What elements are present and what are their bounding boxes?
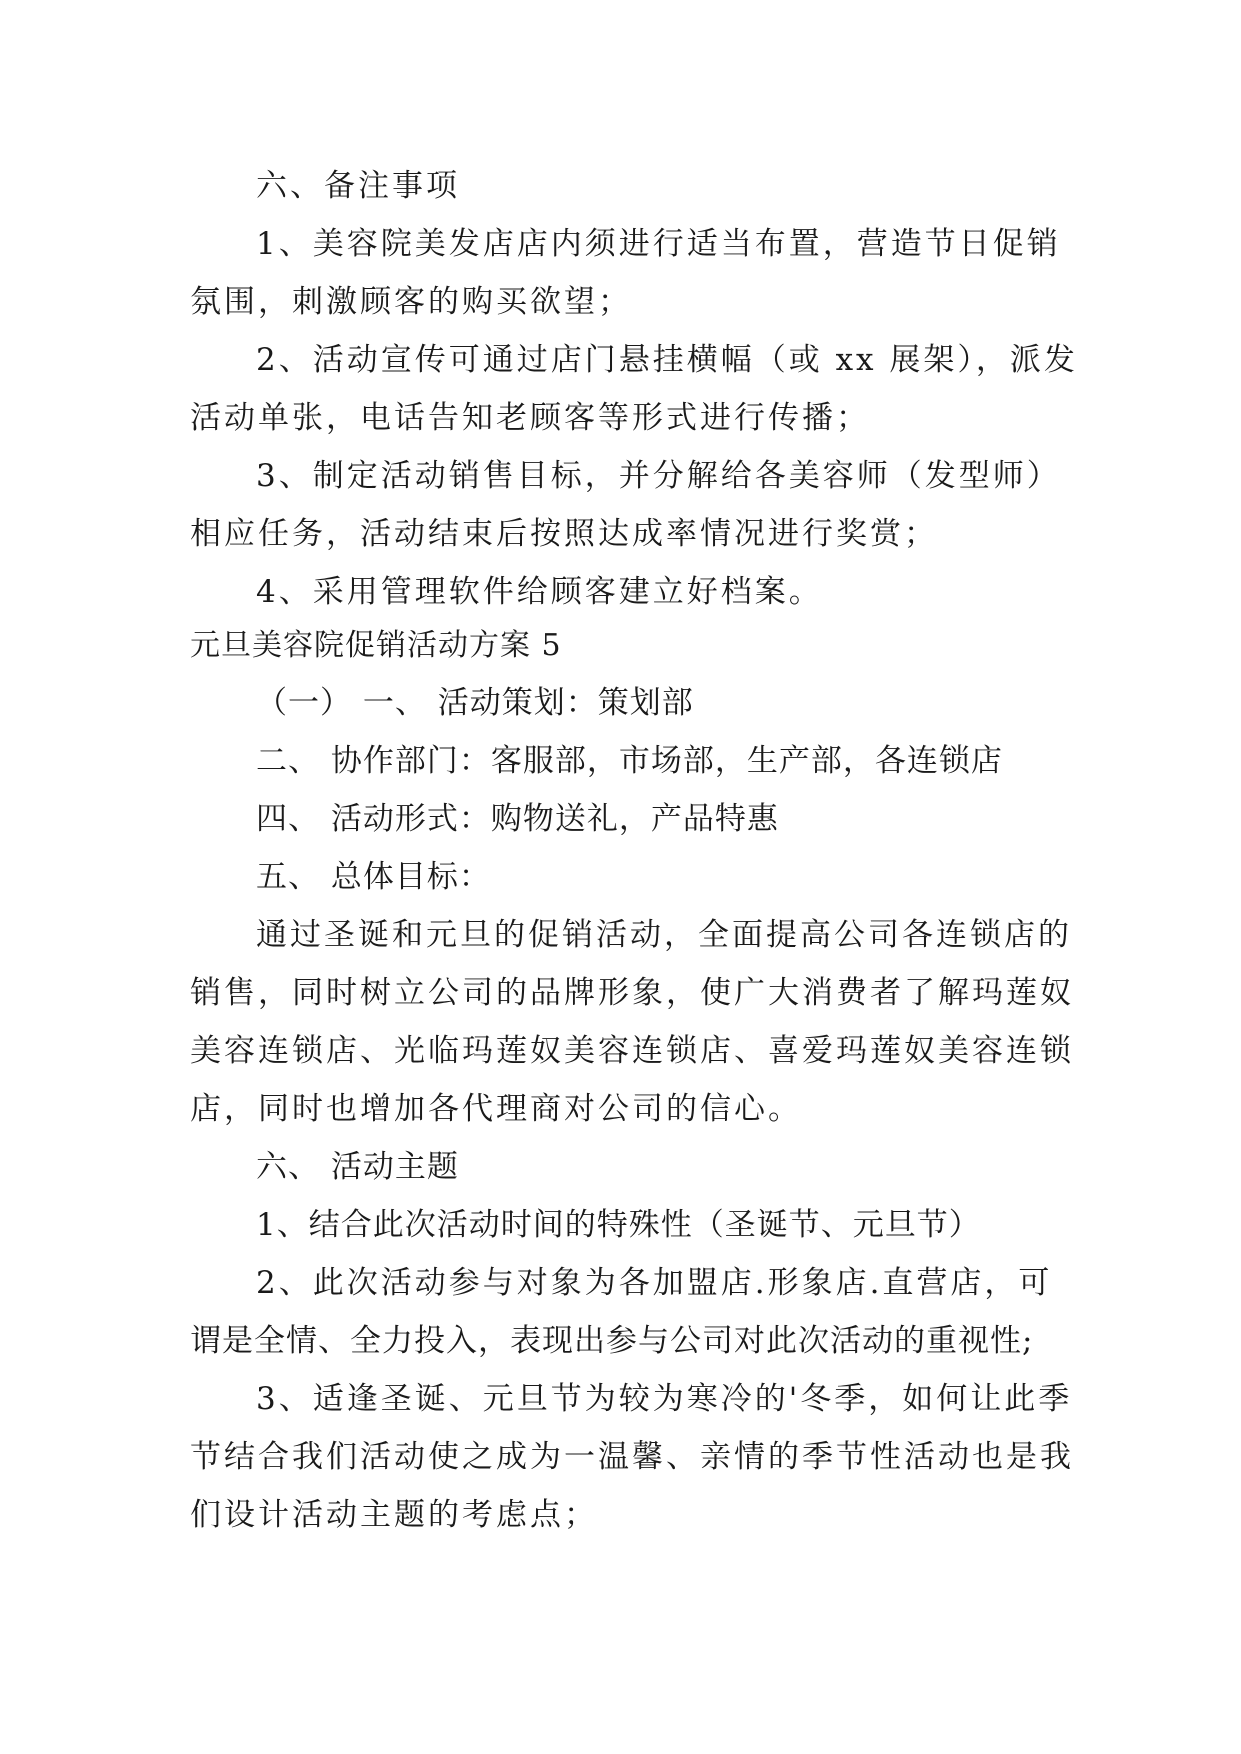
paragraph-line: 4、采用管理软件给顾客建立好档案。 (256, 574, 823, 610)
document-section-title: 元旦美容院促销活动方案 5 (190, 628, 562, 663)
paragraph-line: 销售，同时树立公司的品牌形象，使广大消费者了解玛莲奴 (190, 975, 1074, 1011)
list-item: 四、 活动形式：购物送礼，产品特惠 (256, 801, 779, 837)
section-heading-theme: 六、 活动主题 (256, 1149, 459, 1185)
paragraph-line: 相应任务，活动结束后按照达成率情况进行奖赏； (190, 516, 938, 552)
paragraph-line: 通过圣诞和元旦的促销活动，全面提高公司各连锁店的 (256, 917, 1072, 953)
paragraph-line: 节结合我们活动使之成为一温馨、亲情的季节性活动也是我 (190, 1439, 1074, 1475)
paragraph-line: 氛围，刺激顾客的购买欲望； (190, 284, 632, 320)
list-item: 五、 总体目标： (256, 859, 491, 895)
paragraph-line: 1、美容院美发店店内须进行适当布置，营造节日促销 (256, 226, 1061, 262)
paragraph-line: 谓是全情、全力投入，表现出参与公司对此次活动的重视性; (190, 1323, 1034, 1359)
list-item: （一） 一、 活动策划：策划部 (256, 685, 694, 721)
paragraph-line: 活动单张，电话告知老顾客等形式进行传播； (190, 400, 870, 436)
list-item: 二、 协作部门：客服部，市场部，生产部，各连锁店 (256, 743, 1003, 779)
paragraph-line: 3、适逢圣诞、元旦节为较为寒冷的'冬季，如何让此季 (256, 1381, 1073, 1417)
paragraph-line: 3、制定活动销售目标，并分解给各美容师（发型师） (256, 458, 1061, 494)
section-heading-notes: 六、备注事项 (256, 168, 460, 204)
paragraph-line: 2、此次活动参与对象为各加盟店.形象店.直营店，可 (256, 1265, 1053, 1301)
paragraph-line: 美容连锁店、光临玛莲奴美容连锁店、喜爱玛莲奴美容连锁 (190, 1033, 1074, 1069)
paragraph-line: 店，同时也增加各代理商对公司的信心。 (190, 1091, 802, 1127)
paragraph-line: 1、结合此次活动时间的特殊性（圣诞节、元旦节） (256, 1207, 981, 1243)
paragraph-line: 们设计活动主题的考虑点； (190, 1497, 598, 1533)
paragraph-line: 2、活动宣传可通过店门悬挂横幅（或 xx 展架），派发 (256, 342, 1078, 378)
